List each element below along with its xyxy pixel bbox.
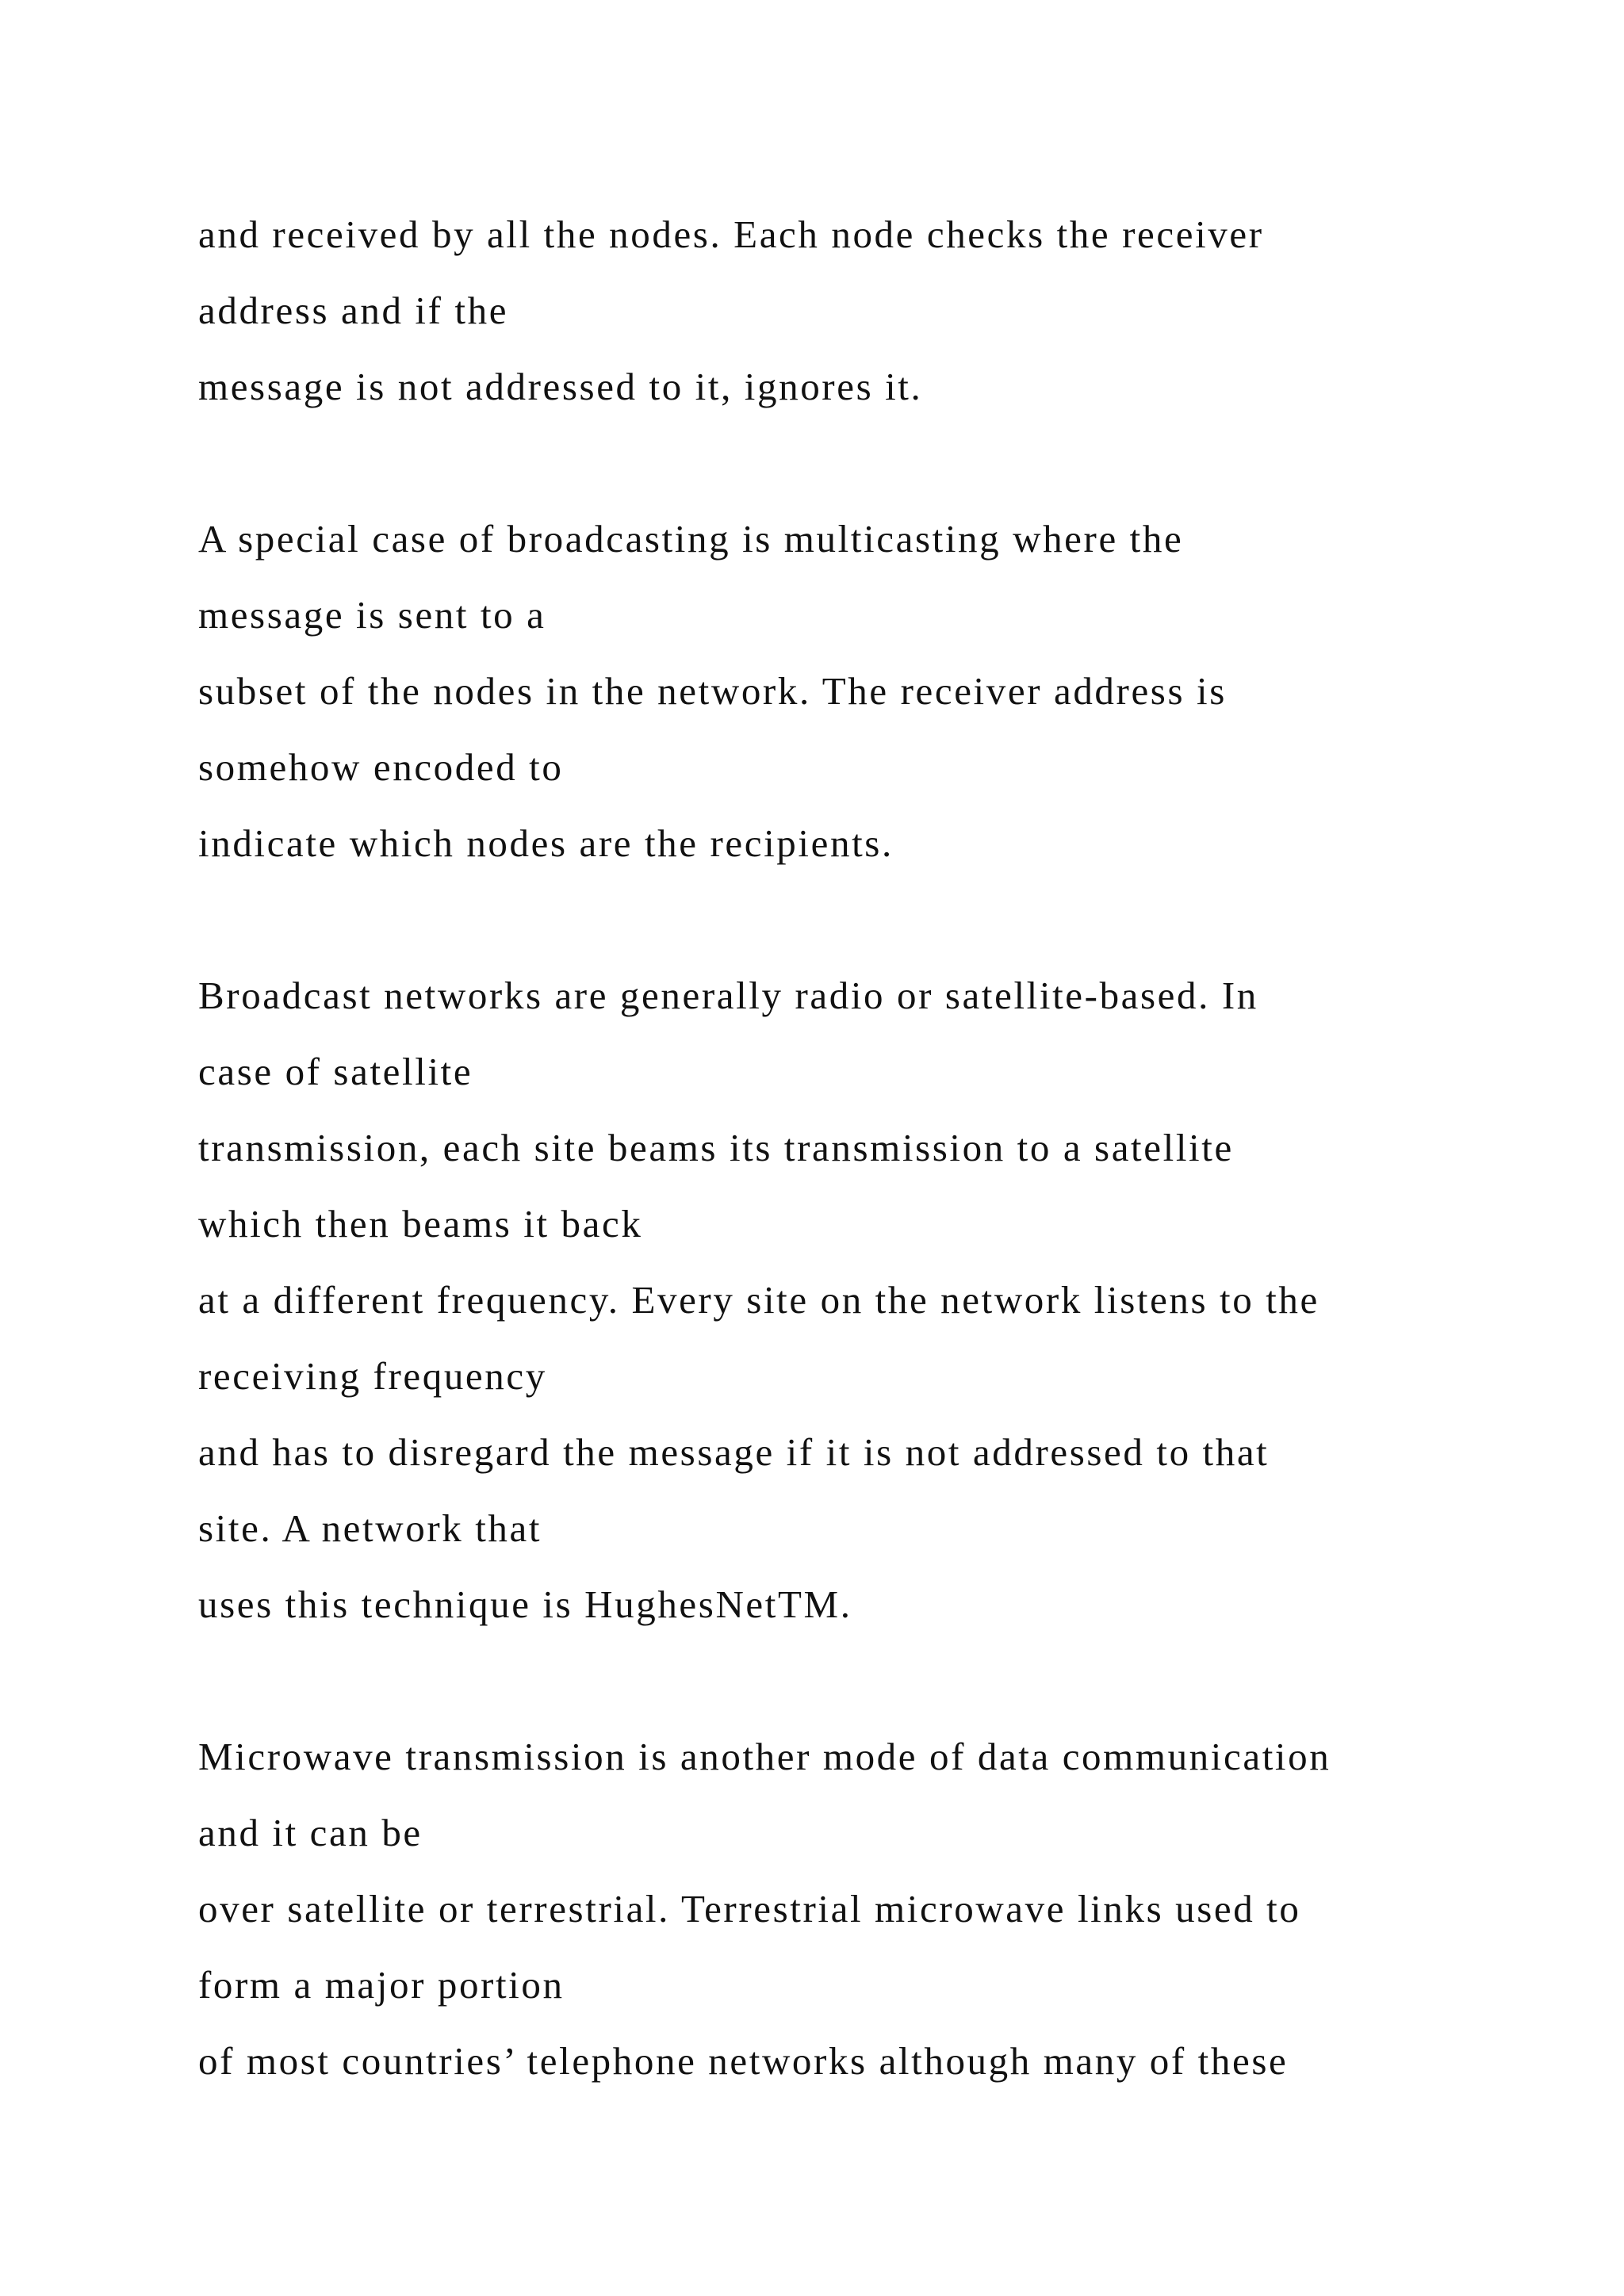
text-line: indicate which nodes are the recipients. xyxy=(198,821,894,865)
text-line: which then beams it back xyxy=(198,1202,643,1246)
text-line: and received by all the nodes. Each node checks the receiver xyxy=(198,212,1264,256)
text-line: subset of the nodes in the network. The receiver address is xyxy=(198,669,1227,713)
paragraph-gap xyxy=(198,425,1594,501)
text-line: transmission, each site beams its transmission to a satellite xyxy=(198,1126,1234,1169)
text-line: message is not addressed to it, ignores it. xyxy=(198,365,923,408)
text-line: and it can be xyxy=(198,1811,423,1854)
text-line: form a major portion xyxy=(198,1963,565,2007)
text-line: receiving frequency xyxy=(198,1354,547,1398)
text-line: case of satellite xyxy=(198,1050,473,1093)
paragraph-gap xyxy=(198,1643,1594,1719)
text-line: Broadcast networks are generally radio or satellite-based. In xyxy=(198,974,1258,1017)
text-line: address and if the xyxy=(198,289,509,332)
text-line: and has to disregard the message if it is not addressed to that xyxy=(198,1430,1270,1474)
text-line: site. A network that xyxy=(198,1506,542,1550)
paragraph-gap xyxy=(198,882,1594,958)
text-line: Microwave transmission is another mode of data communication xyxy=(198,1735,1331,1778)
body-text xyxy=(198,197,1594,2099)
text-line: message is sent to a xyxy=(198,593,546,637)
text-line: uses this technique is HughesNetTM. xyxy=(198,1582,852,1626)
text-line: over satellite or terrestrial. Terrestrial microwave links used to xyxy=(198,1887,1301,1931)
text-line: A special case of broadcasting is multicasting where the xyxy=(198,517,1184,561)
text-line: somehow encoded to xyxy=(198,745,564,789)
text-line: at a different frequency. Every site on the network listens to the xyxy=(198,1278,1320,1322)
text-line: of most countries’ telephone networks although many of these xyxy=(198,2039,1289,2083)
